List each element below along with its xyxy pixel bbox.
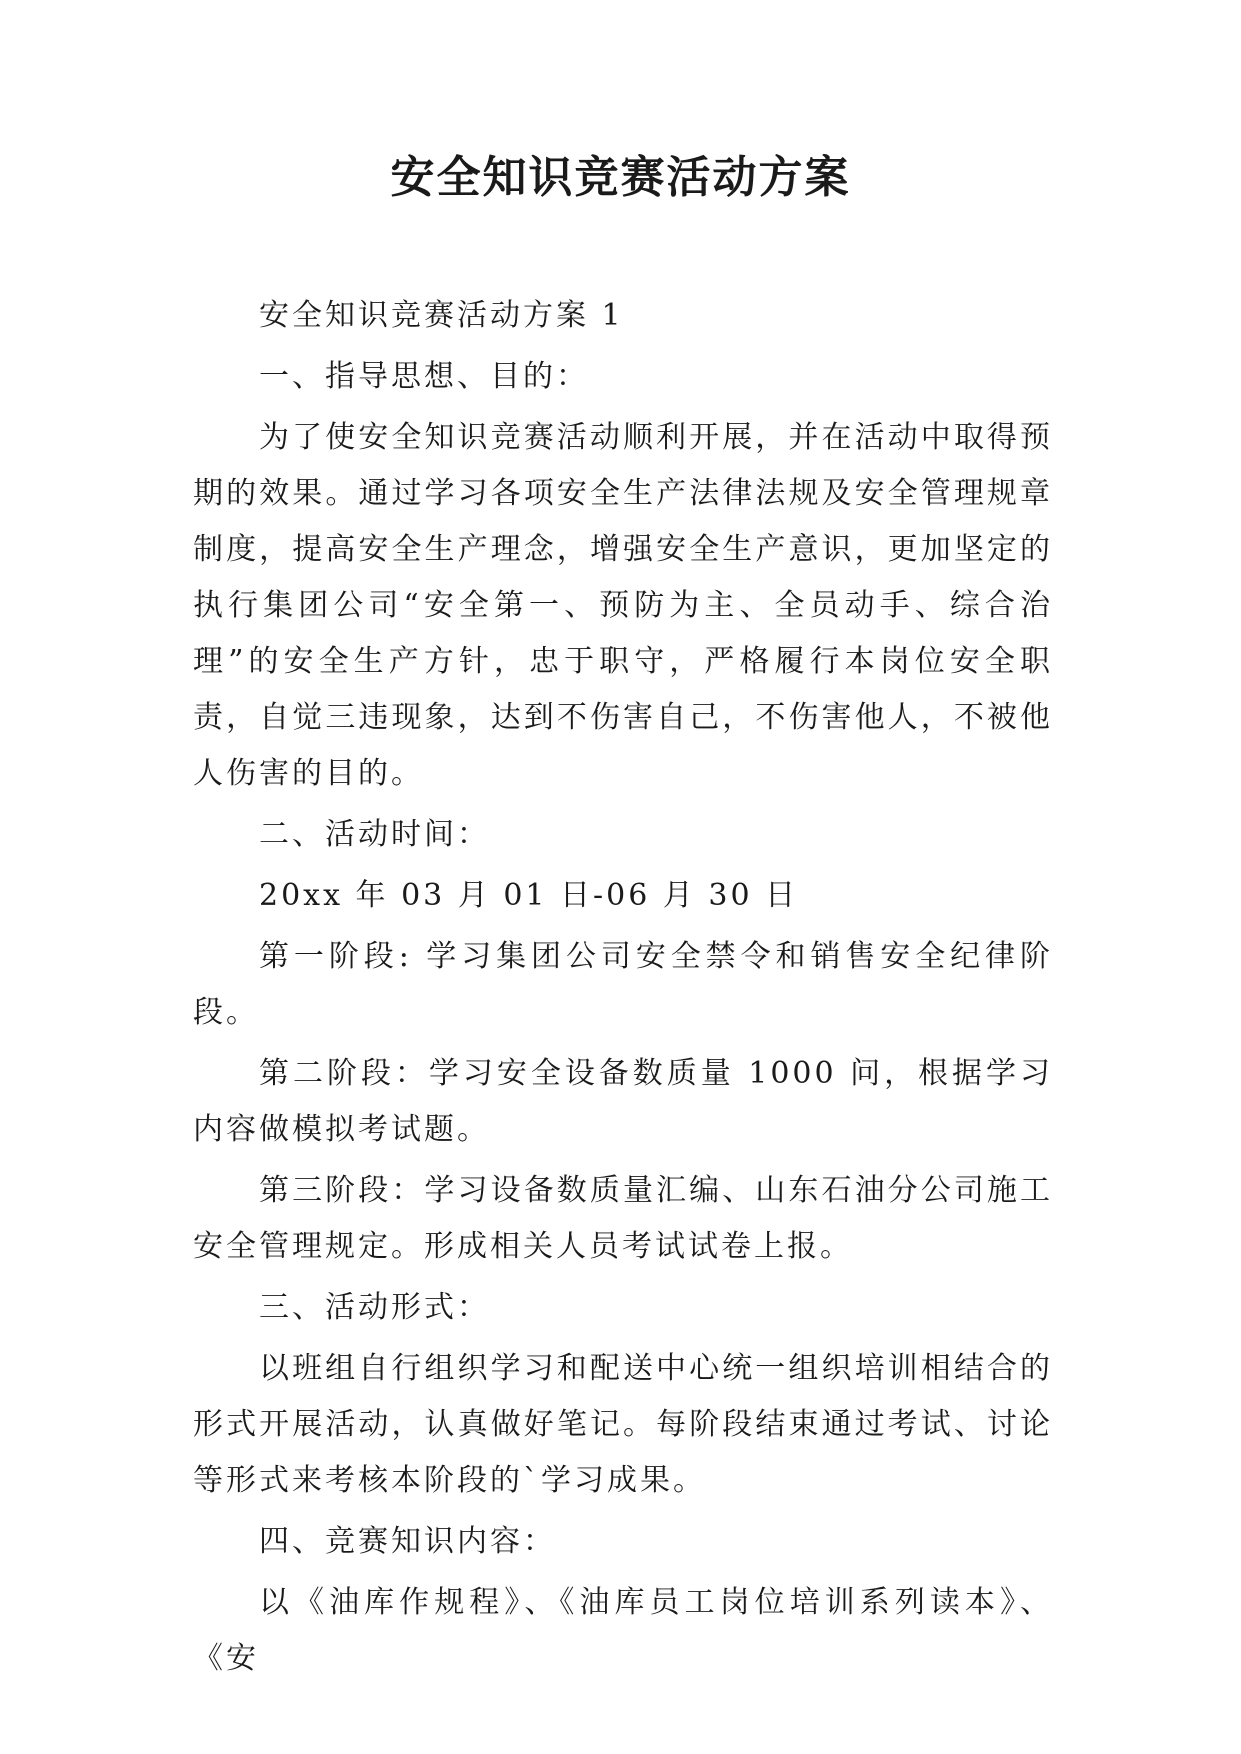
section-heading-guiding-principle: 一、指导思想、目的： xyxy=(259,359,589,394)
heading-plan-number: 安全知识竞赛活动方案 1 xyxy=(259,298,624,333)
paragraph-contest-content: 以《油库作规程》、《油库员工岗位培训系列读本》、《安 xyxy=(193,1585,1053,1676)
paragraph-stage-three: 第三阶段：学习设备数质量汇编、山东石油分公司施工安全管理规定。形成相关人员考试试卷上报。 xyxy=(193,1173,1053,1264)
section-heading-contest-content: 四、竞赛知识内容： xyxy=(259,1524,556,1559)
document-body xyxy=(193,288,1053,1692)
paragraph-activity-form: 以班组自行组织学习和配送中心统一组织培训相结合的形式开展活动，认真做好笔记。每阶段结束通过考试、讨论等形式来考核本阶段的`学习成果。 xyxy=(193,1351,1053,1498)
section-heading-activity-form: 三、活动形式： xyxy=(259,1290,490,1325)
paragraph-stage-two: 第二阶段：学习安全设备数质量 1000 问，根据学习内容做模拟考试题。 xyxy=(193,1056,1053,1147)
paragraph-purpose: 为了使安全知识竞赛活动顺利开展，并在活动中取得预期的效果。通过学习各项安全生产法律法规及安全管理规章制度，提高安全生产理念，增强安全生产意识，更加坚定的执行集团公司“安全第一、预防为主、全员动手、综合治理”的安全生产方针，忠于职守，严格履行本岗位安全职责，自觉三违现象，达到不伤害自己，不伤害他人，不被他人伤害的目的。 xyxy=(193,420,1053,791)
paragraph-stage-one: 第一阶段: 学习集团公司安全禁令和销售安全纪律阶段。 xyxy=(193,939,1053,1030)
document-title: 安全知识竞赛活动方案 xyxy=(390,152,851,203)
paragraph-date-range: 20xx 年 03 月 01 日-06 月 30 日 xyxy=(259,878,799,913)
section-heading-activity-time: 二、活动时间： xyxy=(259,817,490,852)
